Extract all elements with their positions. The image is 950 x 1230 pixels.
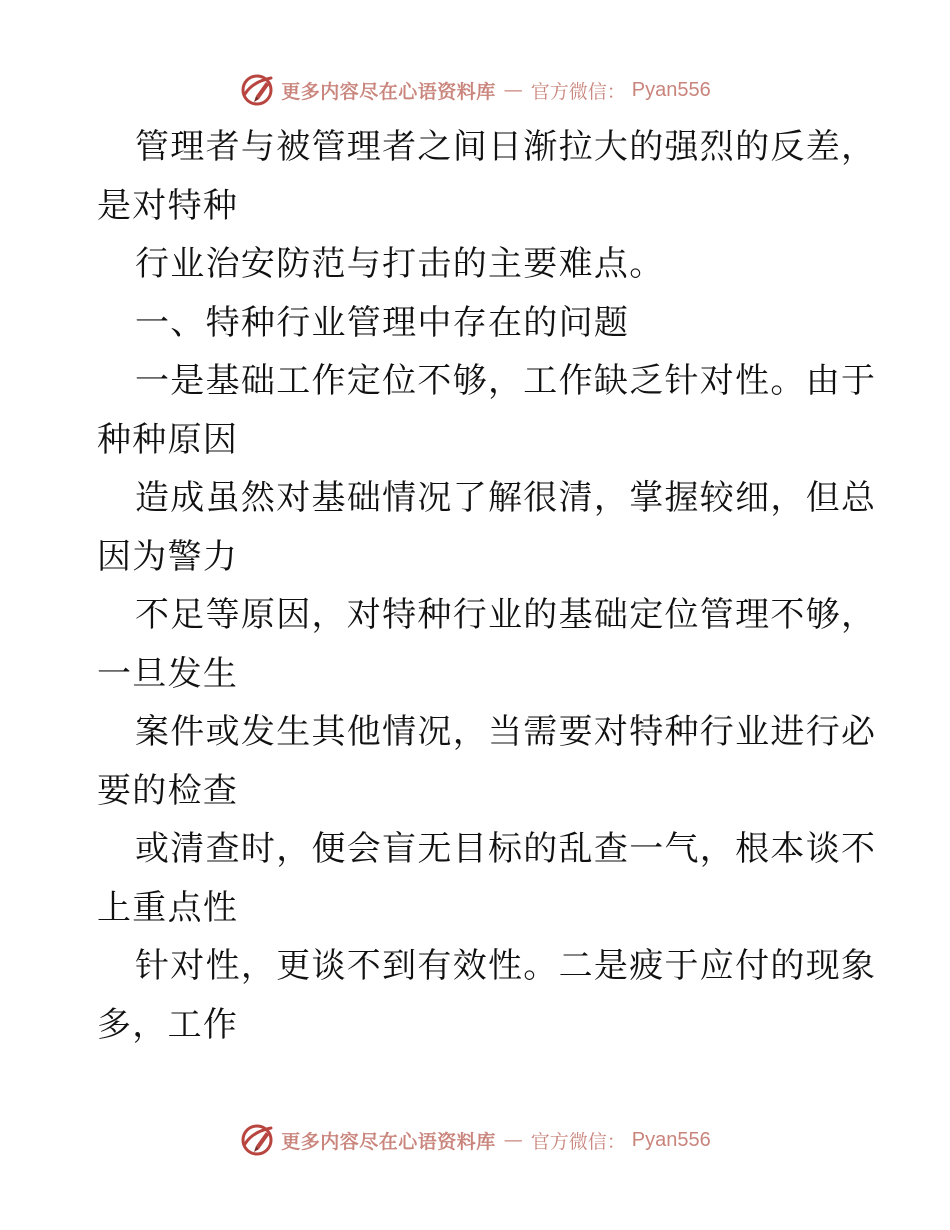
banner-title: 更多内容尽在心语资料库 <box>281 1130 496 1153</box>
banner-wechat-label: 官方微信： <box>530 1130 626 1153</box>
text-line: 一旦发生 <box>97 653 239 694</box>
text-line: 要的检查 <box>97 770 239 811</box>
text-line: 多，工作 <box>97 1004 239 1045</box>
header-banner <box>0 70 950 110</box>
text-line: 行业治安防范与打击的主要难点。 <box>135 244 665 284</box>
text-line: 不足等原因，对特种行业的基础定位管理不够， <box>135 595 877 635</box>
text-line: 案件或发生其他情况，当需要对特种行业进行必 <box>135 712 877 752</box>
footer-banner <box>0 1120 950 1160</box>
section-heading: 一、特种行业管理中存在的问题 <box>135 302 630 343</box>
banner-separator: — <box>503 79 523 101</box>
banner-wechat-id: Pyan556 <box>631 78 711 101</box>
text-line: 造成虽然对基础情况了解很清，掌握较细，但总 <box>135 478 877 518</box>
text-line: 或清查时，便会盲无目标的乱查一气，根本谈不 <box>135 829 877 869</box>
banner-separator: — <box>503 1129 523 1151</box>
text-line: 一是基础工作定位不够，工作缺乏针对性。由于 <box>135 361 877 401</box>
banner-wechat-id: Pyan556 <box>631 1128 711 1151</box>
pen-circle-logo-icon <box>239 72 275 108</box>
banner-wechat-label: 官方微信： <box>530 80 626 103</box>
text-line: 上重点性 <box>97 887 239 928</box>
text-line: 针对性，更谈不到有效性。二是疲于应付的现象 <box>135 946 877 986</box>
banner-title: 更多内容尽在心语资料库 <box>281 80 496 103</box>
text-line: 种种原因 <box>97 419 239 460</box>
text-line: 是对特种 <box>97 185 239 226</box>
text-line: 因为警力 <box>97 536 239 577</box>
text-line: 管理者与被管理者之间日渐拉大的强烈的反差， <box>135 127 877 167</box>
pen-circle-logo-icon <box>239 1122 275 1158</box>
document-body <box>97 118 877 1054</box>
